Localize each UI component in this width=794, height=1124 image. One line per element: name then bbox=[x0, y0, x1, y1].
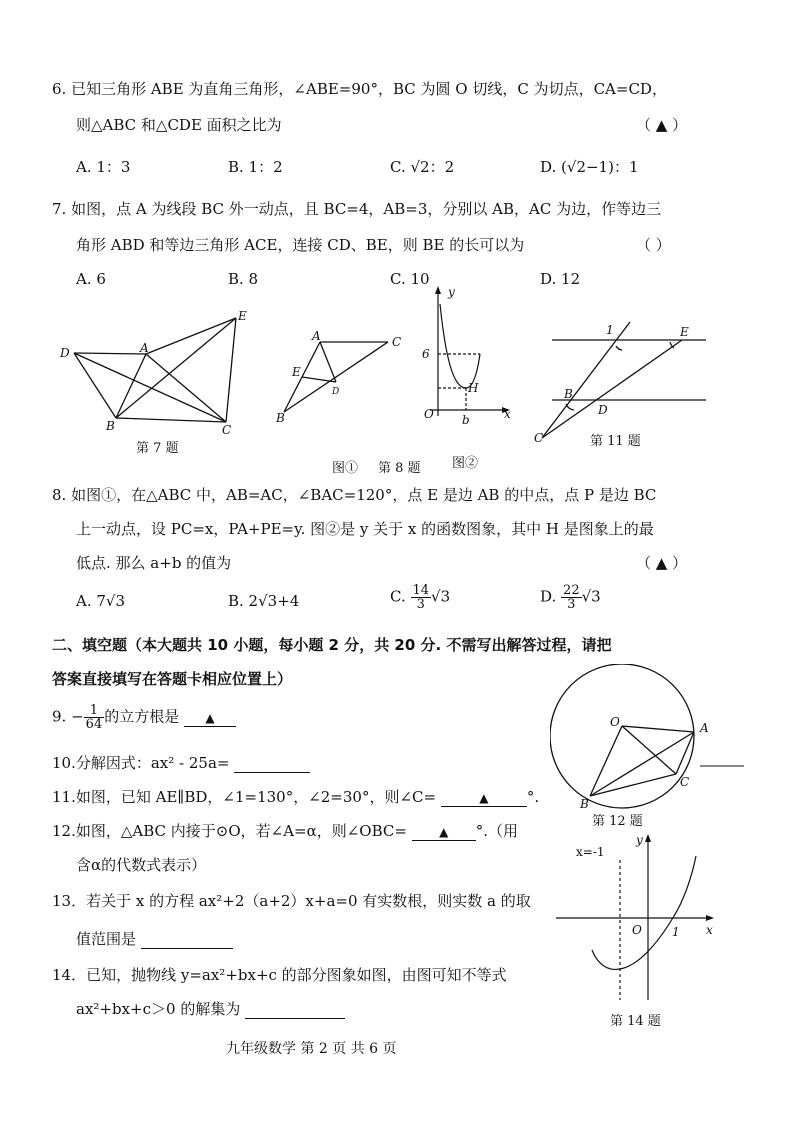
q9-text: 的立方根是 bbox=[104, 707, 180, 726]
figure-q8-caption: 第 8 题 bbox=[378, 461, 421, 476]
q7-answer-mark: （ ） bbox=[636, 236, 671, 254]
q8-option-c bbox=[390, 584, 450, 611]
q10-text: 10.分解因式：ax² - 25a= bbox=[52, 754, 230, 772]
figure-q8-graph bbox=[416, 282, 516, 428]
q7-option-a: A. 6 bbox=[76, 270, 106, 288]
q7-line2: 角形 ABD 和等边三角形 ACE，连接 CD、BE，则 BE 的长可以为 bbox=[76, 236, 525, 254]
svg-text:O: O bbox=[424, 407, 434, 421]
q12-line2: 含α的代数式表示） bbox=[76, 856, 207, 874]
q9-prefix: 9. bbox=[52, 707, 67, 726]
q6-option-c: C. √2：2 bbox=[390, 158, 455, 176]
svg-text:1: 1 bbox=[672, 925, 680, 939]
q7-option-c: C. 10 bbox=[390, 270, 430, 288]
svg-text:C: C bbox=[392, 335, 402, 349]
figure-q7-caption: 第 7 题 bbox=[136, 441, 179, 456]
q8-option-d bbox=[540, 584, 601, 611]
svg-text:A: A bbox=[140, 341, 149, 355]
section2-heading-line2: 答案直接填写在答题卡相应位置上） bbox=[52, 670, 293, 688]
q12-answer-blank[interactable] bbox=[412, 822, 476, 841]
svg-text:D: D bbox=[332, 387, 340, 397]
svg-text:y: y bbox=[448, 285, 455, 299]
q8-option-b: B. 2√3+4 bbox=[228, 592, 300, 610]
q11-answer-blank[interactable] bbox=[441, 788, 527, 807]
svg-text:C: C bbox=[680, 775, 690, 789]
svg-text:x: x bbox=[706, 923, 713, 937]
q13-line1: 13．若关于 x 的方程 ax²+2（a+2）x+a=0 有实数根，则实数 a 的取 bbox=[52, 892, 531, 910]
q12-unit: °.（用 bbox=[475, 822, 519, 840]
figure-q7 bbox=[56, 306, 256, 434]
q9 bbox=[52, 704, 236, 731]
q13-answer-blank[interactable] bbox=[141, 930, 233, 949]
figure-q14-label: x=-1 bbox=[576, 845, 605, 859]
q11 bbox=[52, 786, 539, 807]
q8-option-c-prefix: C. bbox=[390, 587, 406, 606]
svg-text:C: C bbox=[222, 423, 232, 434]
q14-line2-wrap bbox=[76, 998, 345, 1019]
svg-text:E: E bbox=[680, 325, 689, 339]
q8-option-c-suffix: √3 bbox=[431, 587, 451, 606]
q12-answer-mark: ▲ bbox=[439, 825, 449, 839]
page-footer: 九年级数学 第 2 页 共 6 页 bbox=[226, 1041, 397, 1057]
q6-option-b: B. 1：2 bbox=[228, 158, 283, 176]
svg-text:B: B bbox=[276, 411, 285, 425]
svg-text:B: B bbox=[106, 419, 115, 433]
q6-option-a: A. 1：3 bbox=[76, 158, 131, 176]
q12-text: 12.如图，△ABC 内接于⊙O，若∠A=α，则∠OBC= bbox=[52, 822, 407, 840]
q6-option-d: D. (√2−1)：1 bbox=[540, 158, 639, 176]
q7-option-b: B. 8 bbox=[228, 270, 259, 288]
q9-fraction bbox=[84, 704, 105, 731]
svg-text:C: C bbox=[534, 431, 544, 445]
section2-heading-line1: 二、填空题（本大题共 10 小题，每小题 2 分，共 20 分. 不需写出解答过程，请把 bbox=[52, 636, 612, 654]
svg-text:x: x bbox=[504, 407, 511, 421]
svg-text:O: O bbox=[610, 715, 620, 729]
q6-answer-mark: （ ▲ ） bbox=[636, 116, 688, 134]
q7-option-d: D. 12 bbox=[540, 270, 581, 288]
q11-text: 11.如图，已知 AE∥BD，∠1=130°，∠2=30°，则∠C= bbox=[52, 788, 437, 806]
q9-denominator: 64 bbox=[85, 717, 103, 732]
svg-text:A: A bbox=[700, 721, 709, 735]
figure-q12 bbox=[550, 664, 746, 810]
svg-text:D: D bbox=[598, 403, 608, 417]
figure-q14 bbox=[556, 830, 716, 1002]
q10-answer-blank[interactable] bbox=[234, 754, 310, 773]
q8-option-d-numerator: 22 bbox=[563, 583, 580, 598]
q14-answer-blank[interactable] bbox=[245, 1000, 345, 1019]
q13-line2: 值范围是 bbox=[76, 930, 137, 948]
svg-text:B: B bbox=[564, 387, 573, 401]
q6-line2: 则△ABC 和△CDE 面积之比为 bbox=[76, 116, 282, 134]
q14-line1: 14．已知，抛物线 y=ax²+bx+c 的部分图象如图，由图可知不等式 bbox=[52, 966, 507, 984]
svg-text:O: O bbox=[632, 923, 642, 937]
svg-text:b: b bbox=[462, 413, 470, 427]
figure-q8-caption-2: 图② bbox=[452, 456, 479, 471]
q11-unit: °. bbox=[526, 788, 540, 806]
q6-line1: 6. 已知三角形 ABE 为直角三角形，∠ABE=90°，BC 为圆 O 切线，C 为切点，CA=CD， bbox=[52, 80, 667, 98]
svg-text:D: D bbox=[60, 346, 70, 360]
figure-q8-triangle bbox=[270, 326, 410, 426]
q13-line2-wrap bbox=[76, 928, 233, 949]
q8-option-d-fraction bbox=[561, 584, 582, 611]
svg-text:1: 1 bbox=[606, 323, 614, 337]
q11-answer-mark: ▲ bbox=[479, 791, 489, 805]
q8-line3: 低点. 那么 a+b 的值为 bbox=[76, 554, 232, 572]
q9-answer-blank[interactable] bbox=[184, 708, 236, 727]
q9-sign: − bbox=[71, 707, 84, 726]
svg-text:A: A bbox=[312, 329, 321, 343]
svg-text:H: H bbox=[468, 381, 479, 395]
q8-line2: 上一动点，设 PC=x，PA+PE=y. 图②是 y 关于 x 的函数图象，其中 H 是图象上的最 bbox=[76, 520, 654, 538]
svg-text:6: 6 bbox=[422, 347, 430, 361]
figure-q14-caption: 第 14 题 bbox=[610, 1014, 661, 1029]
q10 bbox=[52, 752, 310, 773]
q8-answer-mark: （ ▲ ） bbox=[636, 554, 688, 572]
figure-q8-caption-1: 图① bbox=[332, 461, 359, 476]
figure-q11-caption: 第 11 题 bbox=[590, 434, 641, 449]
svg-text:B: B bbox=[580, 797, 589, 810]
q12 bbox=[52, 820, 518, 841]
q8-option-c-fraction bbox=[411, 584, 432, 611]
figure-q11 bbox=[530, 316, 710, 446]
q9-numerator: 1 bbox=[84, 704, 105, 718]
q9-answer-mark: ▲ bbox=[205, 710, 215, 725]
q8-option-d-suffix: √3 bbox=[581, 587, 601, 606]
figure-q12-caption: 第 12 题 bbox=[592, 814, 643, 829]
q7-line1: 7. 如图，点 A 为线段 BC 外一动点，且 BC=4，AB=3，分别以 AB，AC 为边，作等边三 bbox=[52, 200, 662, 218]
q8-line1: 8. 如图①，在△ABC 中，AB=AC，∠BAC=120°，点 E 是边 AB 的中点，点 P 是边 BC bbox=[52, 486, 657, 504]
q8-option-c-denominator: 3 bbox=[416, 597, 425, 612]
svg-text:y: y bbox=[636, 833, 643, 847]
q8-option-a: A. 7√3 bbox=[76, 592, 126, 610]
q8-option-d-denominator: 3 bbox=[567, 597, 576, 612]
q8-option-d-prefix: D. bbox=[540, 587, 557, 606]
svg-text:E: E bbox=[238, 309, 247, 323]
q14-line2: ax²+bx+c＞0 的解集为 bbox=[76, 1000, 241, 1018]
svg-text:E: E bbox=[292, 365, 301, 379]
q8-option-c-numerator: 14 bbox=[412, 583, 430, 598]
